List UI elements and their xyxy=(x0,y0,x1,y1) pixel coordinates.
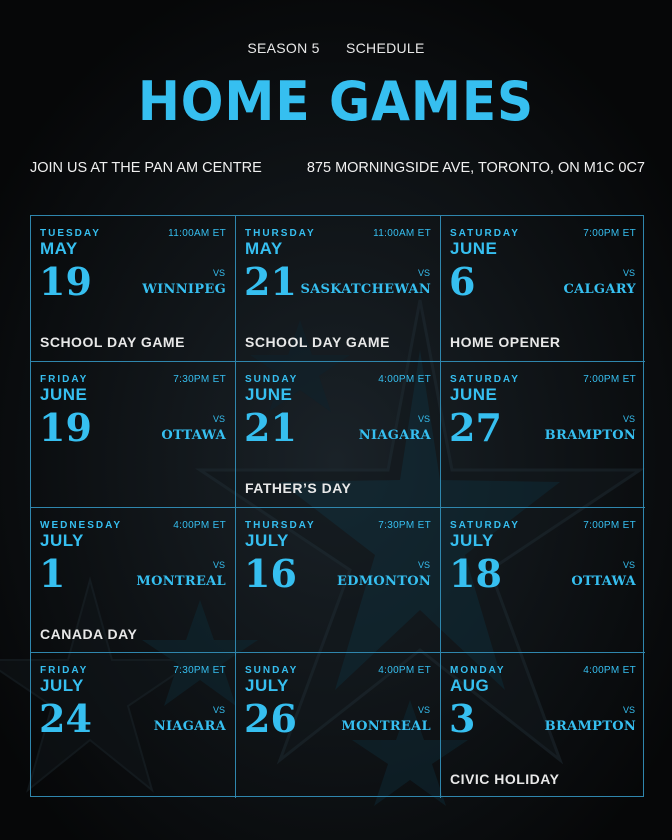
game-month: JULY xyxy=(40,676,84,695)
game-day: WEDNESDAY xyxy=(40,520,123,531)
game-opponent: WINNIPEG xyxy=(142,282,226,297)
game-time: 7:30PM ET xyxy=(173,665,226,676)
game-note: HOME OPENER xyxy=(450,334,561,350)
game-note: CANADA DAY xyxy=(40,626,138,642)
game-month: AUG xyxy=(450,676,490,695)
game-cell xyxy=(441,508,645,653)
game-cell xyxy=(441,362,645,508)
game-time: 4:00PM ET xyxy=(583,665,636,676)
address-text: 875 MORNINGSIDE AVE, TORONTO, ON M1C 0C7 xyxy=(306,160,645,176)
game-date: 26 xyxy=(244,696,297,741)
game-opponent: OTTAWA xyxy=(161,428,226,443)
game-date: 21 xyxy=(244,259,297,304)
vs-label: VS xyxy=(622,705,635,715)
game-time: 4:00PM ET xyxy=(378,665,431,676)
game-opponent: NIAGARA xyxy=(153,719,226,734)
game-date: 1 xyxy=(39,551,66,596)
game-date: 21 xyxy=(244,405,297,450)
vs-label: VS xyxy=(212,268,225,278)
game-date: 24 xyxy=(39,696,92,741)
game-note: CIVIC HOLIDAY xyxy=(450,771,560,787)
game-opponent: MONTREAL xyxy=(136,574,226,589)
game-date: 19 xyxy=(39,259,92,304)
game-opponent: OTTAWA xyxy=(571,574,636,589)
game-opponent: CALGARY xyxy=(563,282,636,297)
schedule-grid xyxy=(30,215,644,797)
game-opponent: BRAMPTON xyxy=(544,719,636,734)
game-month: JULY xyxy=(40,531,84,550)
game-month: JULY xyxy=(245,676,289,695)
vs-label: VS xyxy=(622,414,635,424)
venue-text: JOIN US AT THE PAN AM CENTRE xyxy=(30,160,262,176)
vs-label: VS xyxy=(622,268,635,278)
vs-label: VS xyxy=(417,268,430,278)
game-note: SCHOOL DAY GAME xyxy=(40,334,185,350)
game-day: SATURDAY xyxy=(450,374,520,385)
game-day: THURSDAY xyxy=(245,228,316,239)
game-month: JULY xyxy=(245,531,289,550)
vs-label: VS xyxy=(417,560,430,570)
game-month: JULY xyxy=(450,531,494,550)
game-day: MONDAY xyxy=(450,665,506,676)
season-label: SEASON 5 xyxy=(247,40,320,56)
game-day: TUESDAY xyxy=(40,228,101,239)
game-day: THURSDAY xyxy=(245,520,316,531)
game-day: SATURDAY xyxy=(450,520,520,531)
vs-label: VS xyxy=(212,414,225,424)
game-note: SCHOOL DAY GAME xyxy=(245,334,390,350)
game-date: 3 xyxy=(449,696,476,741)
game-opponent: NIAGARA xyxy=(358,428,431,443)
game-time: 7:00PM ET xyxy=(583,228,636,239)
game-time: 7:00PM ET xyxy=(583,520,636,531)
game-month: JUNE xyxy=(245,385,293,404)
game-cell xyxy=(236,362,441,508)
game-opponent: MONTREAL xyxy=(341,719,431,734)
game-day: SUNDAY xyxy=(245,665,299,676)
game-day: SATURDAY xyxy=(450,228,520,239)
vs-label: VS xyxy=(622,560,635,570)
game-time: 7:00PM ET xyxy=(583,374,636,385)
vs-label: VS xyxy=(417,414,430,424)
game-date: 18 xyxy=(449,551,502,596)
game-time: 11:00AM ET xyxy=(373,228,431,239)
game-cell xyxy=(441,653,645,798)
game-cell xyxy=(31,216,236,362)
schedule-label: SCHEDULE xyxy=(345,40,425,56)
page-title: HOME GAMES xyxy=(137,70,535,133)
game-month: MAY xyxy=(245,239,283,258)
game-opponent: SASKATCHEWAN xyxy=(300,282,431,297)
season-line xyxy=(0,40,672,56)
game-opponent: BRAMPTON xyxy=(544,428,636,443)
vs-label: VS xyxy=(212,560,225,570)
game-cell xyxy=(31,362,236,508)
game-cell xyxy=(441,216,645,362)
game-date: 6 xyxy=(449,259,476,304)
game-cell xyxy=(236,653,441,798)
game-date: 27 xyxy=(449,405,502,450)
game-time: 11:00AM ET xyxy=(168,228,226,239)
game-time: 7:30PM ET xyxy=(378,520,431,531)
game-day: SUNDAY xyxy=(245,374,299,385)
game-note: FATHER’S DAY xyxy=(245,480,352,496)
game-month: JUNE xyxy=(40,385,88,404)
game-month: JUNE xyxy=(450,239,498,258)
game-month: JUNE xyxy=(450,385,498,404)
vs-label: VS xyxy=(212,705,225,715)
game-month: MAY xyxy=(40,239,78,258)
vs-label: VS xyxy=(417,705,430,715)
game-date: 16 xyxy=(244,551,297,596)
game-date: 19 xyxy=(39,405,92,450)
game-cell xyxy=(236,216,441,362)
game-time: 4:00PM ET xyxy=(173,520,226,531)
game-cell xyxy=(31,653,236,798)
game-day: FRIDAY xyxy=(40,665,89,676)
game-day: FRIDAY xyxy=(40,374,89,385)
game-opponent: EDMONTON xyxy=(336,574,431,589)
game-cell xyxy=(31,508,236,653)
game-time: 4:00PM ET xyxy=(378,374,431,385)
game-time: 7:30PM ET xyxy=(173,374,226,385)
game-cell xyxy=(236,508,441,653)
